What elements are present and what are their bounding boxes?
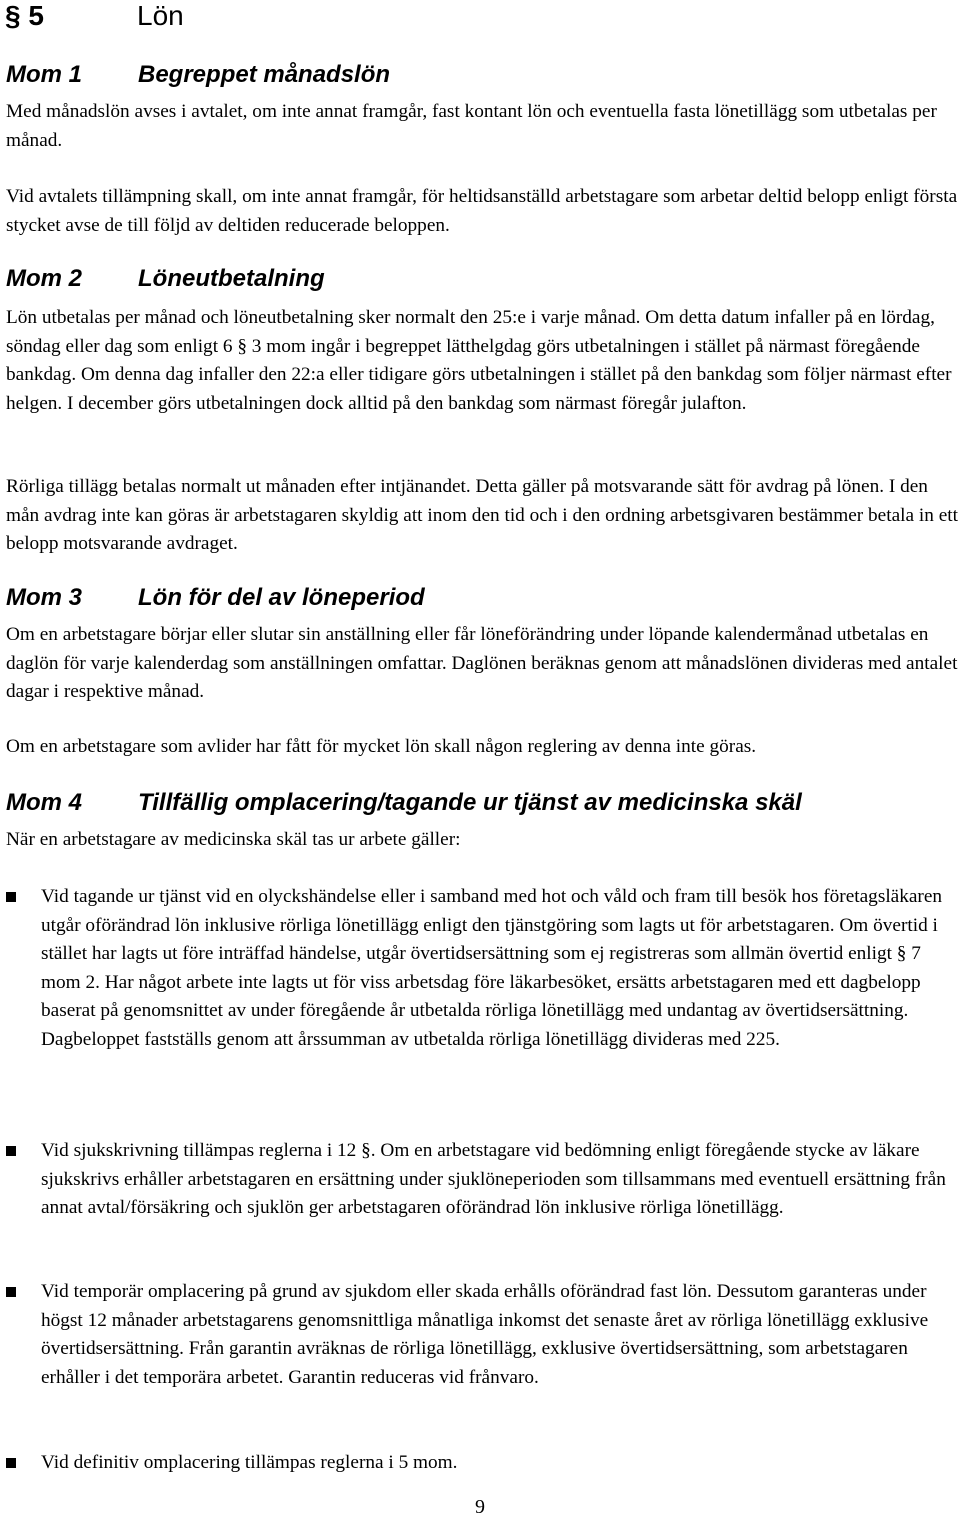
mom4-bullet-3-text: Vid temporär omplacering på grund av sjukdom eller skada erhålls oförändrad fast lön. Dessutom garanteras under högst 12 månader arbetstagarens genomsnittliga månatliga inkomst det senaste året av rörliga lönetillägg exklusive övertidsersättning. Från garantin avräknas de rörliga lönetillägg, exklusive övertidsersättning, som arbetstagaren erhåller i det temporära arbetet. Garantin reduceras vid frånvaro. — [41, 1281, 929, 1388]
mom4-intro — [6, 826, 958, 855]
mom4-label: Mom 4 — [6, 789, 83, 816]
mom3-title: Lön för del av löneperiod — [138, 584, 425, 611]
mom2-title: Löneutbetalning — [138, 265, 325, 292]
section-title: Lön — [137, 0, 184, 31]
square-bullet-icon — [6, 1146, 16, 1156]
mom1-title: Begreppet månadslön — [138, 61, 391, 88]
mom1-label: Mom 1 — [6, 61, 83, 88]
section-number: § 5 — [5, 0, 44, 31]
mom2-paragraph-2-text: Rörliga tillägg betalas normalt ut månaden efter intjänandet. Detta gäller på motsvarande sätt för avdrag på lönen. I den mån avdrag inte kan göras är arbetstagaren skyldig att inom den tid och i den ordning arbetsgivaren bestämmer betala in ett belopp motsvarande avdraget. — [6, 476, 958, 554]
mom4-bullet-4-text: Vid definitiv omplacering tillämpas reglerna i 5 mom. — [41, 1452, 458, 1473]
mom1-paragraph-2 — [6, 183, 958, 240]
mom1-paragraph-1 — [6, 98, 958, 155]
mom3-paragraph-1-text: Om en arbetstagare börjar eller slutar sin anställning eller får löneförändring under löpande kalendermånad utbetalas en daglön för varje kalenderdag som anställningen omfattar. Daglönen beräknas genom att månadslönen divideras med antalet dagar i respektive månad. — [6, 624, 958, 702]
mom1-paragraph-2-text: Vid avtalets tillämpning skall, om inte annat framgår, för heltidsanställd arbetstagare som arbetar deltid belopp enligt första stycket avse de till följd av deltiden reducerade beloppen. — [6, 186, 958, 236]
square-bullet-icon — [6, 1287, 16, 1297]
mom4-title: Tillfällig omplacering/tagande ur tjänst av medicinska skäl — [138, 789, 802, 816]
mom2-paragraph-1-text: Lön utbetalas per månad och löneutbetalning sker normalt den 25:e i varje månad. Om detta datum infaller på en lördag, söndag eller dag som enligt 6 § 3 mom ingår i begreppet lätthelgdag görs utbetalningen i stället på närmast föregående bankdag. Om denna dag infaller den 22:a eller tidigare görs utbetalningen i stället på den bankdag som följer närmast efter helgen. I december görs utbetalningen dock alltid på den bankdag som närmast föregår julafton. — [6, 307, 952, 414]
mom2-paragraph-1 — [6, 304, 958, 418]
mom2-paragraph-2 — [6, 473, 958, 559]
mom4-intro-text: När en arbetstagare av medicinska skäl tas ur arbete gäller: — [6, 829, 461, 850]
mom4-bullet-1-text: Vid tagande ur tjänst vid en olyckshändelse eller i samband med hot och våld och fram till besök hos företagsläkaren utgår oförändrad lön inklusive rörliga lönetillägg enligt den tjänstgöring som lagts ut för arbetstagaren. Om övertid i stället har lagts ut före inträffad händelse, utgår övertidsersättning som ej registreras som allmän övertid enligt § 7 mom 2. Har något arbete inte lagts ut för viss arbetsdag före läkarbesöket, ersätts arbetstagaren med ett dagbelopp baserat på genomsnittet av under föregående år utbetalda rörliga lönetillägg med undantag av övertidsersättning. Dagbeloppet fastställs genom att årssumman av utbetalda rörliga lönetillägg divideras med 225. — [41, 886, 943, 1050]
square-bullet-icon — [6, 892, 16, 902]
square-bullet-icon — [6, 1458, 16, 1468]
mom4-bullet-2-text: Vid sjukskrivning tillämpas reglerna i 12 §. Om en arbetstagare vid bedömning enligt föregående stycke av läkare sjukskrivs erhåller arbetstagaren en ersättning under sjuklöneperioden som tillsammans med eventuell ersättning från annat avtal/försäkring och sjuklön ger arbetstagaren oförändrad lön inklusive rörliga lönetillägg. — [41, 1140, 946, 1218]
page-number: 9 — [475, 1496, 485, 1518]
mom1-paragraph-1-text: Med månadslön avses i avtalet, om inte annat framgår, fast kontant lön och eventuella fasta lönetillägg som utbetalas per månad. — [6, 101, 937, 151]
mom2-label: Mom 2 — [6, 265, 83, 292]
mom3-paragraph-2 — [6, 733, 958, 762]
mom3-paragraph-2-text: Om en arbetstagare som avlider har fått för mycket lön skall någon reglering av denna inte göras. — [6, 736, 757, 757]
mom3-label: Mom 3 — [6, 584, 83, 611]
mom3-paragraph-1 — [6, 621, 958, 707]
